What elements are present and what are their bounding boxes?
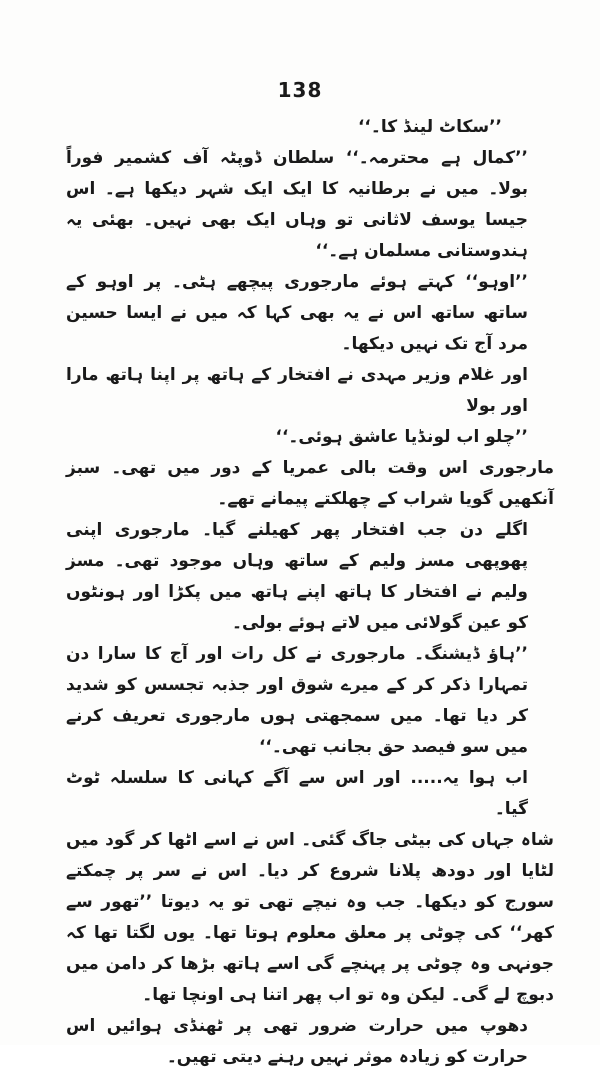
paragraph-11: دھوپ میں حرارت ضرور تھی پر ٹھنڈی ہوائیں اس حرارت کو زیادہ موثر نہیں رہنے دیتی تھیں۔ xyxy=(66,1016,528,1067)
paragraph-5: ’’چلو اب لونڈیا عاشق ہوئی۔‘‘ xyxy=(275,427,528,447)
paragraph-7: اگلے دن جب افتخار پھر کھیلنے گیا۔ مارجوری اپنی پھوپھی مسز ولیم کے ساتھ وہاں موجود تھی۔ مسز ولیم نے افتخار کا ہاتھ اپنے ہاتھ میں پکڑا اور ہونٹوں کو عین گولائی میں لاتے ہوئے بولی۔ xyxy=(66,520,528,633)
paragraph-3: ’’اوہو‘‘ کہتے ہوئے مارجوری پیچھے ہٹی۔ پر اوہو کے ساتھ ساتھ اس نے یہ بھی کہا کہ میں نے ایسا حسین مرد آج تک نہیں دیکھا۔ xyxy=(66,272,528,354)
paragraph-1: ’’سکاٹ لینڈ کا۔‘‘ xyxy=(357,117,502,137)
paragraph-10: شاہ جہاں کی بیٹی جاگ گئی۔ اس نے اسے اٹھا کر گود میں لٹایا اور دودھ پلانا شروع کر دیا۔ اس نے سر پر چمکتے سورج کو دیکھا۔ جب وہ نیچے تھی تو یہ دیوتا ’’تھور سے کھر‘‘ کی چوٹی پر معلق معلوم ہوتا تھا۔ یوں لگتا تھا کہ جونہی وہ چوٹی پر پہنچے گی اسے ہاتھ بڑھا کر دامن میں دبوچ لے گی۔ لیکن وہ تو اب پھر اتنا ہی اونچا تھا۔ xyxy=(66,830,554,1005)
page-number: 138 xyxy=(277,78,323,102)
paragraph-6: مارجوری اس وقت بالی عمریا کے دور میں تھی۔ سبز آنکھیں گویا شراب کے چھلکتے پیمانے تھے۔ xyxy=(66,458,554,509)
paragraph-4: اور غلام وزیر مہدی نے افتخار کے ہاتھ پر اپنا ہاتھ مارا اور بولا xyxy=(66,365,528,416)
paragraph-9: اب ہوا یہ..... اور اس سے آگے کہانی کا سلسلہ ٹوٹ گیا۔ xyxy=(66,768,528,819)
paragraph-2: ’’کمال ہے محترمہ۔‘‘ سلطان ڈوپٹہ آف کشمیر فوراً بولا۔ میں نے برطانیہ کا ایک ایک شہر دیکھا ہے۔ اس جیسا یوسف لاثانی تو وہاں ایک بھی نہیں۔ بھئی یہ ہندوستانی مسلمان ہے۔‘‘ xyxy=(66,148,528,261)
paragraph-8: ’’ہاؤ ڈیشنگ۔ مارجوری نے کل رات اور آج کا سارا دن تمہارا ذکر کر کے میرے شوق اور جذبہ تجسس کو شدید کر دیا تھا۔ میں سمجھتی ہوں مارجوری تعریف کرنے میں سو فیصد حق بجانب تھی۔‘‘ xyxy=(66,644,528,757)
page-body xyxy=(66,112,554,1073)
